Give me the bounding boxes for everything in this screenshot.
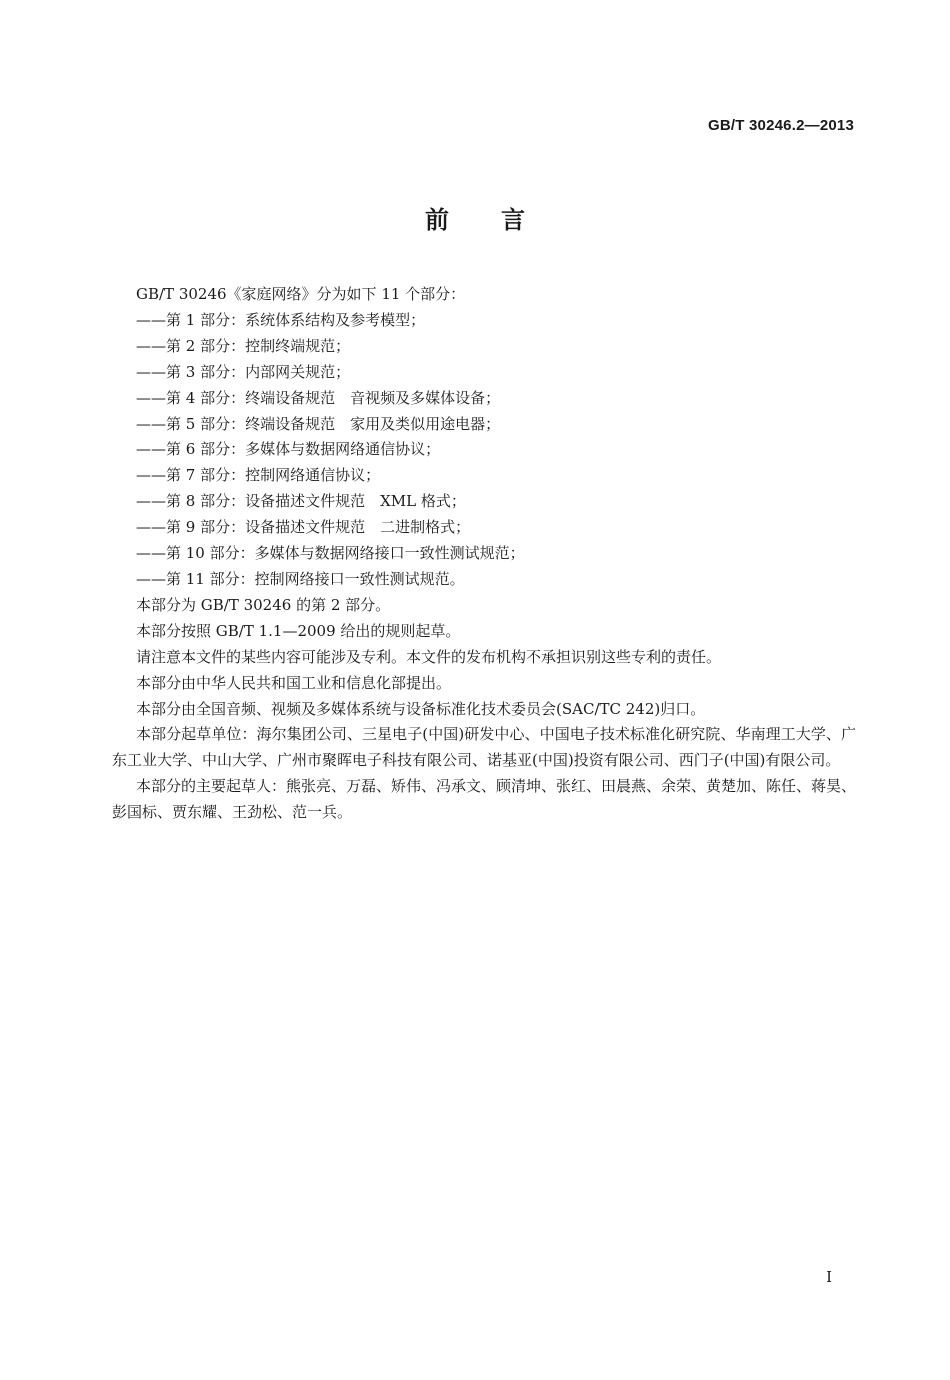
paragraph-drafting-rules: 本部分按照 GB/T 1.1—2009 给出的规则起草。 [136,621,461,640]
part-item: ——第 10 部分：多媒体与数据网络接口一致性测试规范； [136,544,525,563]
paragraph-drafters: 本部分的主要起草人：熊张亮、万磊、矫伟、冯承文、顾清坤、张红、田晨燕、余荣、黄楚加、陈任、蒋昊、彭国标、贾东耀、王劲松、范一兵。 [112,777,857,822]
paragraph-part-number: 本部分为 GB/T 30246 的第 2 部分。 [136,595,391,614]
paragraph-drafting-units: 本部分起草单位：海尔集团公司、三星电子(中国)研发中心、中国电子技术标准化研究院、华南理工大学、广东工业大学、中山大学、广州市聚晖电子科技有限公司、诺基亚(中国)投资有限公司、西门子(中国)有限公司。 [112,725,856,770]
part-item: ——第 11 部分：控制网络接口一致性测试规范。 [136,569,465,588]
part-item: ——第 9 部分：设备描述文件规范 二进制格式； [136,518,471,537]
part-item: ——第 7 部分：控制网络通信协议； [136,466,381,485]
part-item: ——第 3 部分：内部网关规范； [136,362,351,381]
page-title: 前言 [425,206,577,234]
part-item: ——第 6 部分：多媒体与数据网络通信协议； [136,440,441,459]
standard-code: GB/T 30246.2—2013 [708,117,854,134]
part-item: ——第 2 部分：控制终端规范； [136,336,351,355]
paragraph-proposer: 本部分由中华人民共和国工业和信息化部提出。 [136,673,452,692]
part-item: ——第 5 部分：终端设备规范 家用及类似用途电器； [136,414,501,433]
part-item: ——第 1 部分：系统体系结构及参考模型； [136,310,426,329]
part-item: ——第 8 部分：设备描述文件规范 XML 格式； [136,492,466,511]
paragraph-committee: 本部分由全国音频、视频及多媒体系统与设备标准化技术委员会(SAC/TC 242)归口。 [136,699,706,718]
paragraph-patent-notice: 请注意本文件的某些内容可能涉及专利。本文件的发布机构不承担识别这些专利的责任。 [136,647,722,666]
intro-line: GB/T 30246《家庭网络》分为如下 11 个部分： [136,285,466,303]
foreword-body [112,282,856,826]
page-number: I [826,1268,832,1286]
part-item: ——第 4 部分：终端设备规范 音视频及多媒体设备； [136,388,501,407]
